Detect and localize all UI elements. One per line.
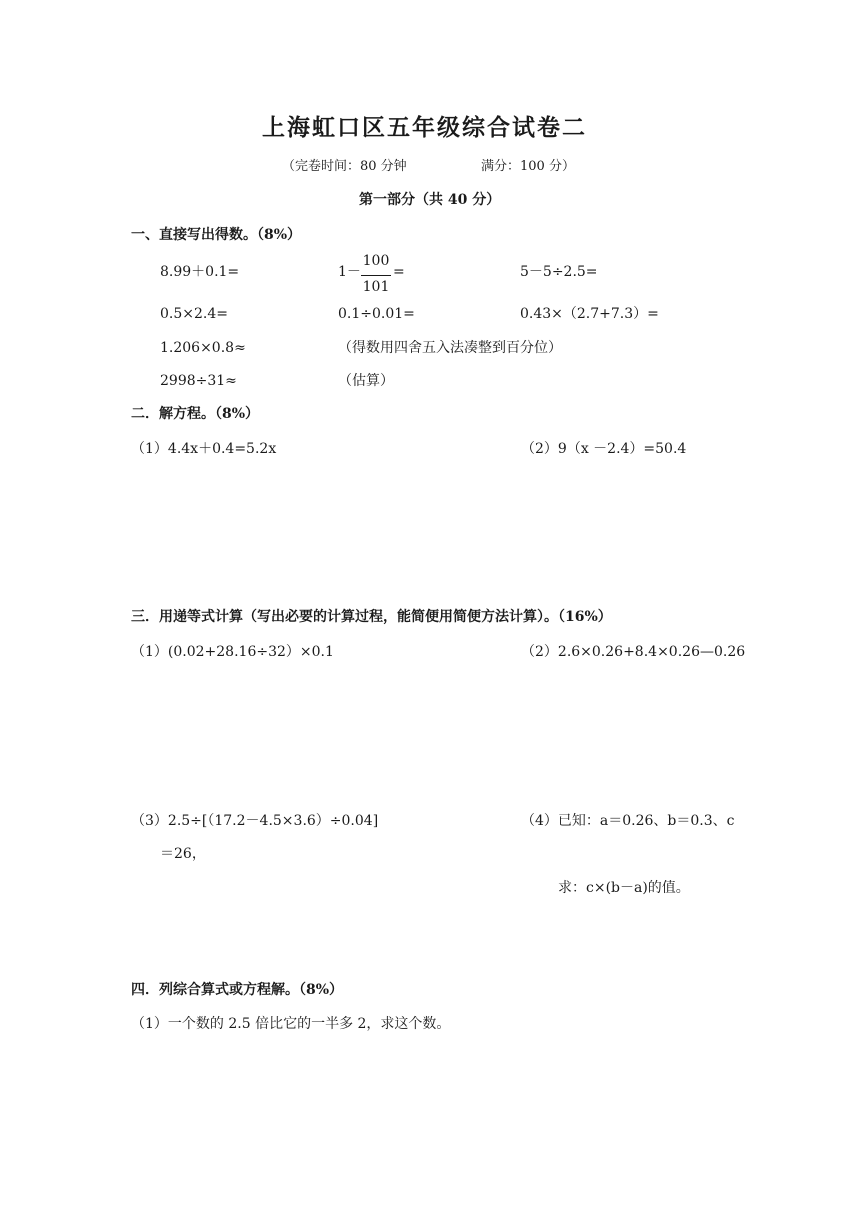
section4-heading: 四．列综合算式或方程解。（8%）	[131, 982, 344, 998]
problem-2-3: 0.43×（2.7+7.3）=	[520, 306, 659, 322]
score-info: 满分：100 分）	[481, 159, 575, 174]
calc-4-line3: 求：c×(b－a)的值。	[558, 880, 690, 896]
problem-2-2: 0.1÷0.01=	[338, 306, 415, 322]
problem-1-1: 8.99＋0.1=	[160, 264, 240, 280]
estimate-note: （估算）	[338, 373, 394, 389]
page-title: 上海虹口区五年级综合试卷二	[262, 114, 587, 141]
section1-heading: 一、直接写出得数。（8%）	[131, 227, 302, 243]
problem-1-2-suffix: =	[393, 264, 405, 280]
fraction-numerator: 100	[362, 253, 390, 269]
fraction-denominator: 101	[362, 279, 390, 295]
calc-3: （3）2.5÷[（17.2－4.5×3.6）÷0.04]	[131, 813, 379, 829]
part-title: 第一部分（共 40 分）	[359, 192, 501, 208]
fraction-bar	[361, 275, 391, 276]
calc-2: （2）2.6×0.26+8.4×0.26—0.26	[521, 644, 746, 660]
word-problem-1: （1）一个数的 2.5 倍比它的一半多 2，求这个数。	[131, 1016, 451, 1032]
problem-3-1: 1.206×0.8≈	[160, 340, 246, 356]
calc-1: （1）(0.02+28.16÷32）×0.1	[131, 644, 334, 660]
equation-2: （2）9（x －2.4）=50.4	[521, 441, 687, 457]
problem-2-1: 0.5×2.4=	[160, 306, 228, 322]
problem-1-2-prefix: 1－	[338, 264, 361, 280]
section2-heading: 二．解方程。（8%）	[131, 406, 260, 422]
calc-4-line2: ＝26，	[160, 846, 206, 862]
section3-heading: 三．用递等式计算（写出必要的计算过程，能简便用简便方法计算）。（16%）	[131, 609, 612, 625]
problem-1-3: 5－5÷2.5=	[520, 264, 598, 280]
equation-1: （1）4.4x＋0.4=5.2x	[131, 441, 277, 457]
time-info: （完卷时间：80 分钟	[282, 159, 407, 174]
calc-4-line1: （4）已知：a＝0.26、b＝0.3、c	[521, 813, 735, 829]
problem-4-1: 2998÷31≈	[160, 373, 237, 389]
rounding-note: （得数用四舍五入法凑整到百分位）	[338, 340, 562, 356]
